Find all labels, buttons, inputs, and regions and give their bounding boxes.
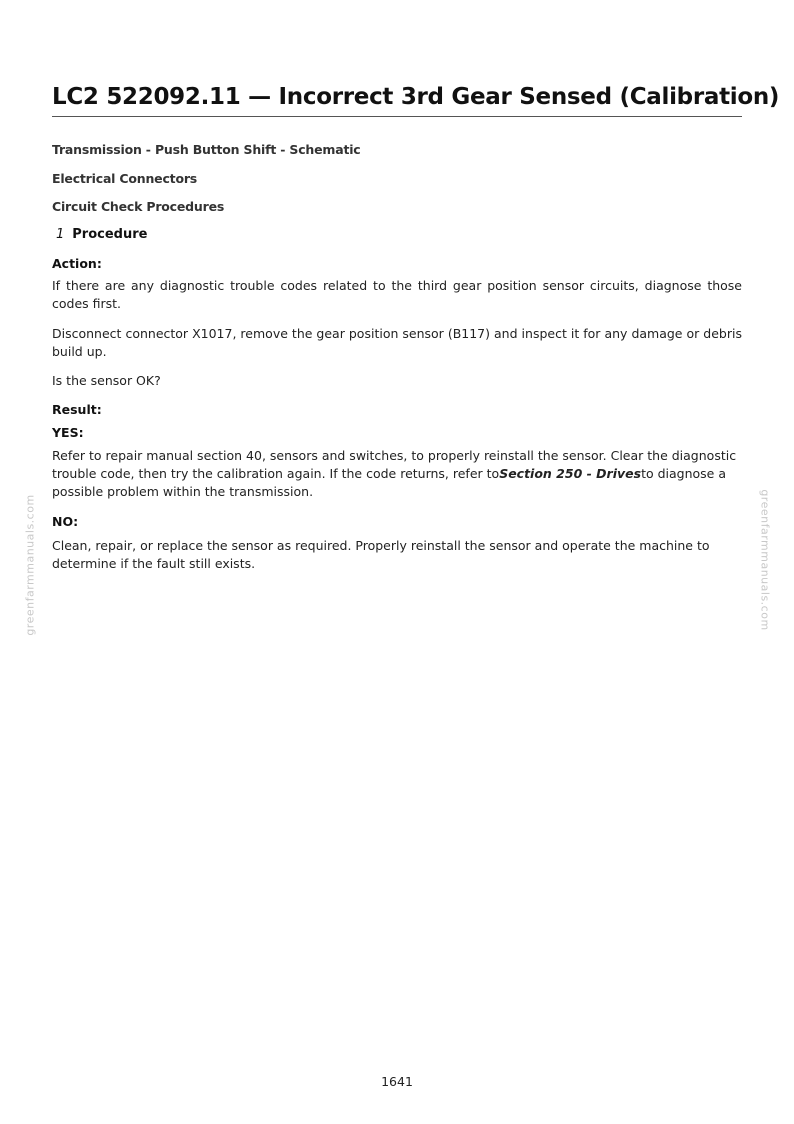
procedure-number: 1 <box>56 227 65 242</box>
section-250-drives-link[interactable]: Section 250 - Drives <box>499 466 642 481</box>
watermark-right: greenfarmmanuals.com <box>758 489 772 631</box>
procedure-label: Procedure <box>72 227 148 242</box>
link-push-button-shift-schematic[interactable]: Transmission - Push Button Shift - Schematic <box>52 142 361 157</box>
result-label: Result: <box>52 402 102 417</box>
page-number: 1641 <box>381 1074 413 1089</box>
procedure-heading <box>56 227 147 242</box>
no-label: NO: <box>52 514 79 529</box>
page-title: LC2 522092.11 — Incorrect 3rd Gear Sensed (Calibration) <box>52 84 742 117</box>
yes-text-after: to diagnose a possible problem within the transmission. <box>52 466 726 499</box>
action-paragraph-1: If there are any diagnostic trouble codes related to the third gear position sensor circuits, diagnose those codes first. <box>52 278 742 311</box>
link-electrical-connectors[interactable]: Electrical Connectors <box>52 171 198 186</box>
action-question: Is the sensor OK? <box>52 373 161 388</box>
yes-paragraph <box>52 447 742 501</box>
yes-label: YES: <box>52 425 84 440</box>
yes-text-before: Refer to repair manual section 40, sensors and switches, to properly reinstall the sensor. Clear the diagnostic trouble code, then try the calibration again. If the code returns, refer to <box>52 448 737 481</box>
link-circuit-check-procedures[interactable]: Circuit Check Procedures <box>52 199 225 214</box>
action-paragraph-2: Disconnect connector X1017, remove the gear position sensor (B117) and inspect it for any damage or debris build up. <box>52 326 742 359</box>
watermark-left: greenfarmmanuals.com <box>23 494 37 636</box>
action-label: Action: <box>52 256 102 271</box>
no-paragraph: Clean, repair, or replace the sensor as required. Properly reinstall the sensor and operate the machine to determine if the fault still exists. <box>52 538 710 571</box>
